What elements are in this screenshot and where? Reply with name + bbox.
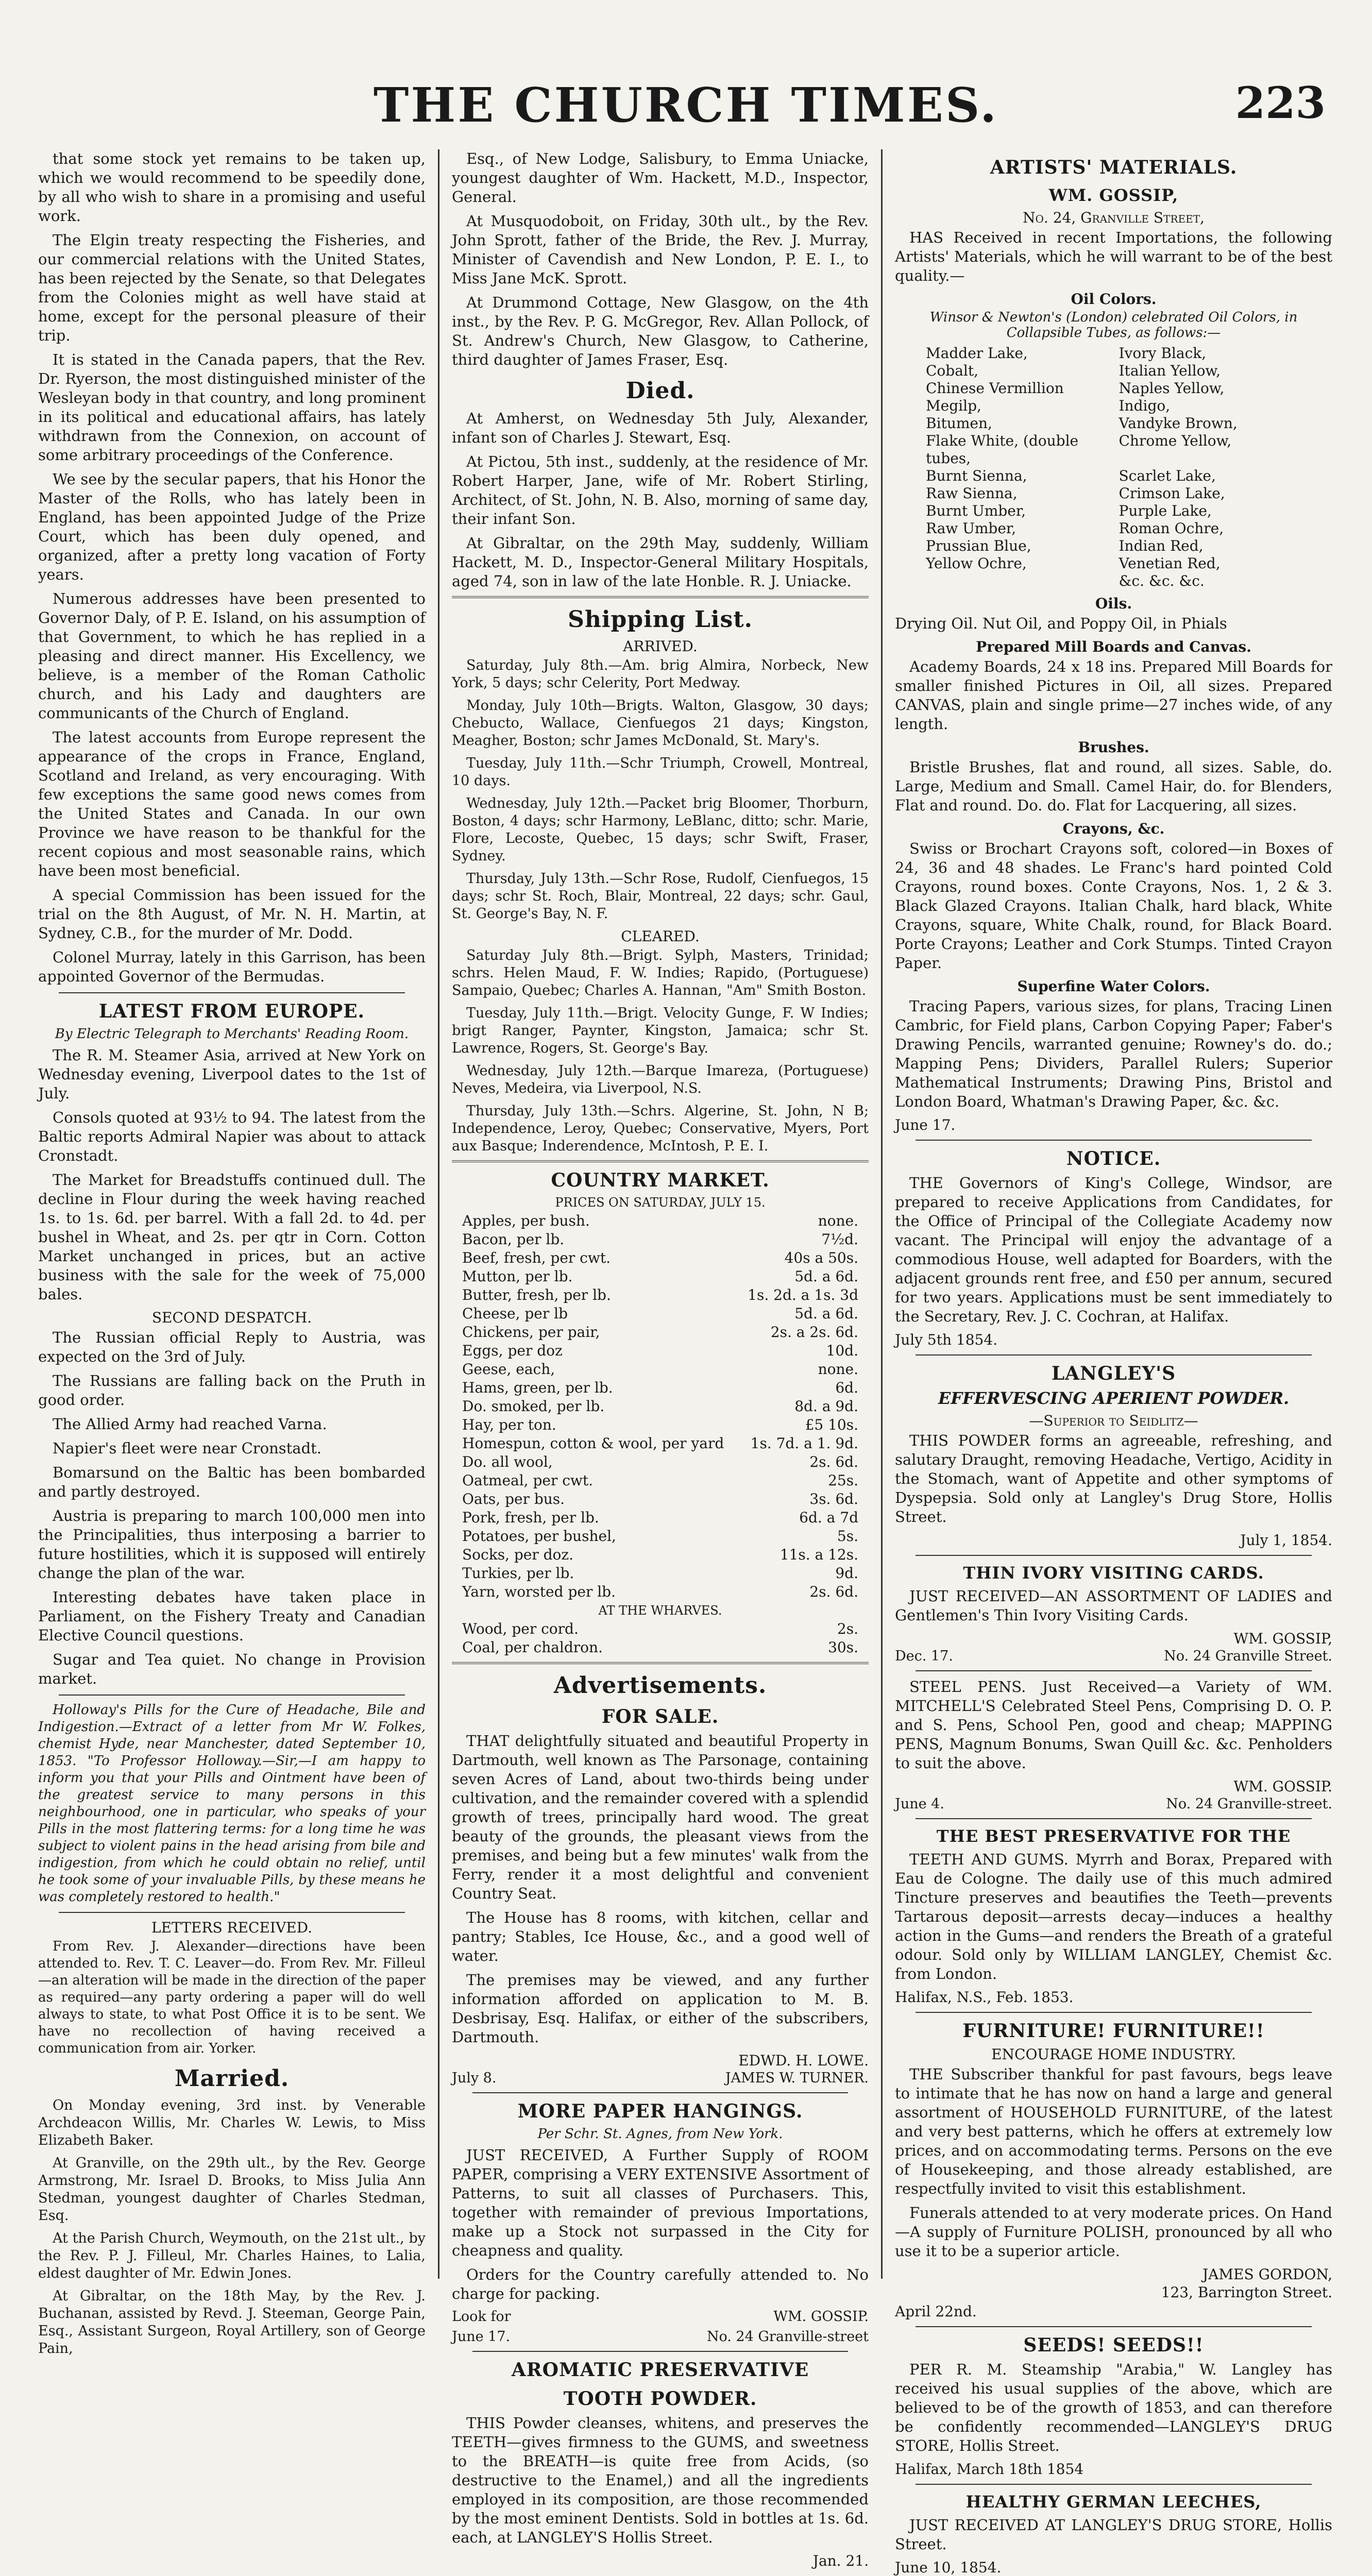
market-row [462, 1286, 858, 1304]
news-paragraph: The R. M. Steamer Asia, arrived at New York on Wednesday evening, Liverpool dates to the 1st of July. [38, 1046, 426, 1102]
divider [452, 1662, 869, 1664]
market-price: 7½d. [821, 1231, 858, 1248]
arrival-entry: Saturday, July 8th.—Am. brig Almira, Norbeck, New York, 5 days; schr Celerity, Port Medway. [452, 657, 869, 691]
market-item: Socks, per doz. [462, 1546, 574, 1563]
divider [916, 1354, 1312, 1355]
for-sale-date: July 8. [452, 2070, 497, 2086]
oil-colors-heading: Oil Colors. [1071, 291, 1157, 308]
artists-address: No. 24, Granville Street, [1023, 209, 1205, 226]
market-row [462, 1267, 858, 1286]
editorial-paragraph: The latest accounts from Europe represent the appearance of the crops in France, England, Scotland and Ireland, as very encouraging. With few exceptions the same good news comes from the United States and Canada. In our own Province we have reason to be thankful for the recent copious and most seasonable rains, which have been most beneficial. [38, 728, 426, 879]
divider [59, 1912, 405, 1913]
ivory-signature: WM. GOSSIP, [1233, 1630, 1332, 1647]
oil-color-item: Raw Sienna, [926, 485, 1018, 502]
best-preservative-date: Halifax, N.S., Feb. 1853. [895, 1989, 1074, 2006]
married-notice: At Musquodoboit, on Friday, 30th ult., by the Rev. John Sprott, father of the Bride, the Rev. J. Murray, Minister of Cavendish and New London, P. E. I., to Miss Jane McK. Sprott. [452, 212, 869, 287]
brushes-text: Bristle Brushes, flat and round, all sizes. Sable, do. Large, Medium and Small. Camel Hair, do. for Blenders, Flat and round. Do. do. Flat for Lacquering, all sizes. [895, 758, 1332, 814]
market-item: Bacon, per lb. [462, 1231, 565, 1248]
editorial-paragraph: that some stock yet remains to be taken up, which we would recommend to be speedily done, by all who wish to share in a promising and useful work. [38, 150, 426, 225]
market-price: 30s. [828, 1639, 858, 1656]
market-item: Coal, per chaldron. [462, 1639, 603, 1656]
market-price: 9d. [835, 1565, 858, 1582]
oil-color-item: Indigo, [1119, 397, 1171, 414]
paper-hangings-address: No. 24 Granville-street [706, 2329, 869, 2345]
market-price: 6d. [835, 1379, 858, 1396]
masthead [0, 77, 1372, 155]
death-notices [452, 409, 869, 591]
divider [916, 1670, 1312, 1671]
divider [916, 1818, 1312, 1819]
divider [452, 596, 869, 598]
market-row [462, 1342, 858, 1360]
paper-hangings-heading: MORE PAPER HANGINGS. [517, 2100, 803, 2122]
market-price: 10d. [826, 1342, 858, 1359]
editorial-paragraph: It is stated in the Canada papers, that the Rev. Dr. Ryerson, the most distinguished minister of the Wesleyan body in that country, and long prominent in its political and educational affairs, has lately withdrawn from the Connexion, on account of some arbitrary proceedings of the Conference. [38, 351, 426, 464]
married-notice: At Granville, on the 29th ult., by the Rev. George Armstrong, Mr. Israel D. Brooks, to Miss Julia Ann Stedman, youngest daughter of Charles Stedman, Esq. [38, 2155, 426, 2224]
for-sale-signature-2: JAMES W. TURNER. [725, 2070, 869, 2086]
furniture-text: THE Subscriber thankful for past favours, begs leave to intimate that he has now on hand a large and general assortment of HOUSEHOLD FURNITURE, of the latest and very best patterns, which he offers at extremely low prices, and on accommodating terms. Persons on the eve of Housekeeping, and those already established, are respectfully invited to visit this establishment. [895, 2065, 1332, 2197]
oil-color-item: Chrome Yellow, [1119, 432, 1232, 449]
second-despatch [38, 1328, 426, 1688]
for-sale-heading: FOR SALE. [601, 1706, 719, 1727]
divider [452, 1160, 869, 1162]
furniture-heading: FURNITURE! FURNITURE!! [962, 2020, 1265, 2042]
divider [916, 1555, 1312, 1556]
oil-color-item: Naples Yellow, [1119, 380, 1225, 397]
death-notice: At Gibraltar, on the 29th May, suddenly, William Hackett, M. D., Inspector-General Military Hospitals, aged 74, son in law of the late Honble. R. J. Uniacke. [452, 534, 869, 590]
aromatic-heading-1: AROMATIC PRESERVATIVE [511, 2359, 809, 2381]
editorial-paragraph: Numerous addresses have been presented to Governor Daly, of P. E. Island, on his assumption of that Government, to which he has replied in a pleasing and direct manner. His Excellency, we believe, is a member of the Roman Catholic church, and his Lady and daughters are communicants of the Church of England. [38, 590, 426, 722]
divider [916, 1140, 1312, 1141]
market-item: Chickens, per pair, [462, 1324, 600, 1341]
europe-news [38, 1046, 426, 1304]
market-item: Oats, per bus. [462, 1490, 565, 1507]
langley-text: THIS POWDER forms an agreeable, refreshing, and salutary Draught, removing Headache, Vertigo, Acidity in the Stomach, want of Appetite and other symptoms of Dyspepsia. Sold only at Langley's Drug Store, Hollis Street. [895, 1432, 1332, 1526]
market-row [462, 1620, 858, 1638]
market-price: 8d. a 9d. [794, 1398, 858, 1415]
married-notices [38, 2097, 426, 2358]
column-2 [438, 149, 881, 2569]
oil-color-item: Indian Red, [1119, 537, 1204, 554]
arrived-list [452, 657, 869, 923]
news-paragraph: The Market for Breadstuffs continued dull. The decline in Flour during the week having reached 1s. to 1s. 6d. per barrel. With a fall 2d. to 4d. per bushel in Wheat, and 2s. per qtr in Corn. Cotton Market unchanged in prices, but an active business with the sale for the week of 75,000 bales. [38, 1171, 426, 1303]
ivory-address: No. 24 Granville Street. [1164, 1648, 1332, 1664]
wharves-heading: AT THE WHARVES. [598, 1603, 722, 1618]
for-sale-footer [452, 2070, 869, 2086]
market-item: Oatmeal, per cwt. [462, 1472, 594, 1489]
brushes-heading: Brushes. [1078, 739, 1149, 756]
paper-hangings-footer-2 [452, 2329, 869, 2345]
arrival-entry: Tuesday, July 11th.—Schr Triumph, Crowell, Montreal, 10 days. [452, 755, 869, 789]
for-sale-signature-1: EDWD. H. LOWE. [738, 2052, 869, 2069]
news-paragraph: The Russian official Reply to Austria, was expected on the 3rd of July. [38, 1329, 426, 1365]
market-row [462, 1416, 858, 1434]
editorial-paragraph: Colonel Murray, lately in this Garrison, has been appointed Governor of the Bermudas. [38, 948, 426, 985]
column-3 [881, 149, 1345, 2576]
furniture-signature: JAMES GORDON, [1202, 2266, 1332, 2283]
market-item: Turkies, per lb. [462, 1565, 574, 1582]
langley-superior: —Superior to Seidlitz— [1029, 1412, 1198, 1429]
oil-colors-sub: Winsor & Newton's (London) celebrated Oil Colors, in Collapsible Tubes, as follows:— [929, 310, 1298, 341]
arrival-entry: Wednesday, July 12th.—Packet brig Bloomer, Thorburn, Boston, 4 days; schr Harmony, LeBlanc, ditto; schr. Marie, Flore, Lecoste, Quebec, 15 days; schr Swift, Fraser, Sydney. [452, 795, 869, 864]
oil-color-item: Vandyke Brown, [1119, 415, 1238, 432]
market-price: 2s. [837, 1620, 858, 1637]
oil-color-item: &c. &c. &c. [1119, 572, 1205, 589]
market-price: none. [818, 1361, 858, 1378]
ivory-date: Dec. 17. [895, 1648, 953, 1664]
market-item: Wood, per cord. [462, 1620, 579, 1637]
married-notice: At the Parish Church, Weymouth, on the 21st ult., by the Rev. P. J. Filleul, Mr. Charles Haines, to Lalia, eldest daughter of Mr. Edwin Jones. [38, 2230, 426, 2281]
steel-pens-signature: WM. GOSSIP. [1233, 1778, 1332, 1795]
news-paragraph: Napier's fleet were near Cronstadt. [53, 1439, 322, 1457]
water-colors-text: Tracing Papers, various sizes, for plans, Tracing Linen Cambric, for Field plans, Carbon Copying Paper; Faber's Drawing Pencils, warranted genuine; Rowney's do. do.; Mapping Pens; Dividers, Parallel Rulers; Superior Mathematical Instruments; Drawing Pins, Bristol and London Board, Whatman's Drawing Paper, &c. &c. [895, 997, 1332, 1110]
market-price: 5d. a 6d. [794, 1268, 858, 1285]
steel-pens-text: STEEL PENS. Just Received—a Variety of WM. MITCHELL'S Celebrated Steel Pens, Comprising D. O. P. and S. Pens, School Pen, good and cheap; MAPPING PENS, Magnum Bonums, Swan Quill &c. &c. Penholders to suit the above. [895, 1678, 1332, 1772]
letters-heading: LETTERS RECEIVED. [151, 1919, 312, 1936]
news-paragraph: The Allied Army had reached Varna. [53, 1415, 327, 1433]
market-row [462, 1249, 858, 1267]
oil-color-item: Italian Yellow, [1119, 362, 1221, 379]
furniture-address: 123, Barrington Street. [1161, 2284, 1332, 2301]
married-notices-cont [452, 149, 869, 369]
market-item: Hams, green, per lb. [462, 1379, 613, 1396]
news-paragraph: Interesting debates have taken place in Parliament, on the Fishery Treaty and Canadian Elective Council questions. [38, 1588, 426, 1644]
oil-color-item: Burnt Sienna, [926, 467, 1027, 484]
boards-heading: Prepared Mill Boards and Canvas. [976, 638, 1251, 655]
market-row [462, 1583, 858, 1601]
langley-subheading: EFFERVESCING APERIENT POWDER. [938, 1388, 1290, 1408]
market-row [462, 1360, 858, 1379]
furniture-text-2: Funerals attended to at very moderate prices. On Hand—A supply of Furniture POLISH, pronounced by all who use it to be a superior article. [895, 2204, 1332, 2260]
market-item: Eggs, per doz [462, 1342, 563, 1359]
news-paragraph: The Russians are falling back on the Pruth in good order. [38, 1372, 426, 1409]
second-despatch-heading: SECOND DESPATCH. [151, 1309, 312, 1326]
market-item: Potatoes, per bushel, [462, 1528, 616, 1545]
leeches-date: June 10, 1854. [895, 2559, 1002, 2576]
look-for: Look for [452, 2309, 511, 2325]
oil-color-item: Crimson Lake, [1119, 485, 1225, 502]
market-item: Butter, fresh, per lb. [462, 1286, 611, 1303]
market-row [462, 1638, 858, 1657]
paper-hangings-footer-1 [452, 2309, 869, 2325]
market-price: 11s. a 12s. [780, 1546, 858, 1563]
oil-colors-list [895, 345, 1332, 590]
oil-color-item: Megilp, [926, 397, 981, 414]
market-price: 5s. [837, 1528, 858, 1545]
market-row [462, 1471, 858, 1490]
newspaper-title: THE CHURCH TIMES. [373, 77, 999, 133]
married-heading: Married. [174, 2065, 290, 2092]
notice-date: July 5th 1854. [895, 1331, 998, 1348]
oil-color-item: Venetian Red, [1119, 555, 1221, 572]
paper-hangings-text-2: Orders for the Country carefully attended to. No charge for packing. [452, 2266, 869, 2302]
oil-color-item: Yellow Ochre, [926, 555, 1027, 572]
market-row [462, 1230, 858, 1249]
market-item: Apples, per bush. [462, 1212, 590, 1229]
editorial-paragraph: A special Commission has been issued for the trial on the 8th August, of Mr. N. H. Martin, at Sydney, C.B., for the murder of Mr. Dodd. [38, 886, 426, 942]
oils-text: Drying Oil. Nut Oil, and Poppy Oil, in Phials [895, 615, 1227, 632]
for-sale-text-3: The premises may be viewed, and any further information afforded on application to M. B. Desbrisay, Esq. Halifax, or either of the subscribers, Dartmouth. [452, 1971, 869, 2046]
furniture-date: April 22nd. [895, 2303, 977, 2320]
market-row [462, 1546, 858, 1564]
notice-text: THE Governors of King's College, Windsor, are prepared to receive Applications from Candidates, for the Office of Principal of the Collegiate Academy now vacant. The Principal will enjoy the advantage of a commodious House, well adapted for Boarders, with the adjacent grounds rent free, and £50 per annum, secured for two years. Applications must be sent immediately to the Secretary, Rev. J. C. Cochran, at Halifax. [895, 1174, 1332, 1325]
arrival-entry: Monday, July 10th—Brigts. Walton, Glasgow, 30 days; Chebucto, Wallace, Cienfuegos 21 days; Kingston, Meagher, Boston; schr James McDonald, St. Mary's. [452, 698, 869, 749]
oil-color-item: Ivory Black, [1119, 345, 1207, 362]
oil-color-item: Raw Umber, [926, 520, 1017, 537]
market-item: Beef, fresh, per cwt. [462, 1249, 611, 1266]
clearance-entry: Thursday, July 13th.—Schrs. Algerine, St. John, N B; Independence, Leroy, Quebec; Conservative, Myers, Port aux Basque; Inderendence, McIntosh, P. E. I. [452, 1103, 869, 1154]
water-colors-date: June 17. [895, 1116, 956, 1133]
aromatic-heading-2: TOOTH POWDER. [563, 2388, 757, 2410]
notice-heading: NOTICE. [1066, 1148, 1161, 1170]
news-paragraph: Sugar and Tea quiet. No change in Provision market. [38, 1651, 426, 1687]
market-row [462, 1509, 858, 1527]
market-price: 1s. 2d. a 1s. 3d [748, 1286, 858, 1303]
market-item: Do. all wool, [462, 1453, 553, 1470]
shipping-heading: Shipping List. [568, 606, 753, 633]
market-item: Hay, per ton. [462, 1416, 556, 1433]
market-row [462, 1527, 858, 1546]
market-row [462, 1434, 858, 1453]
divider [916, 2326, 1312, 2327]
clearance-entry: Wednesday, July 12th.—Barque Imareza, (Portuguese) Neves, Medeira, via Liverpool, N.S. [452, 1063, 869, 1096]
clearance-entry: Tuesday, July 11th.—Brigt. Velocity Gunge, F. W Indies; brigt Ranger, Paynter, Kingston, Jamaica; schr St. Lawrence, Rogers, St. George's Bay. [452, 1005, 869, 1056]
market-row [462, 1212, 858, 1230]
oil-color-item: Bitumen, [926, 415, 992, 432]
market-row [462, 1564, 858, 1583]
death-notice: At Amherst, on Wednesday 5th July, Alexander, infant son of Charles J. Stewart, Esq. [452, 410, 869, 446]
aromatic-date: Jan. 21. [812, 2552, 869, 2569]
columns [26, 149, 1346, 2576]
water-colors-heading: Superfine Water Colors. [1017, 978, 1210, 995]
steel-pens-footer [895, 1796, 1332, 1812]
arrived-heading: ARRIVED. [623, 638, 698, 655]
editorial-paragraph: The Elgin treaty respecting the Fisheries, and our commercial relations with the United States, has been rejected by the Senate, so that Delegates from the Colonies might as well have staid at home, except for the personal pleasure of their trip. [38, 231, 426, 344]
married-notice: At Gibraltar, on the 18th May, by the Rev. J. Buchanan, assisted by Revd. J. Steeman, George Pain, Esq., Assistant Surgeon, Royal Artillery, son of George Pain, [38, 2288, 426, 2357]
ivory-footer [895, 1648, 1332, 1664]
market-row [462, 1453, 858, 1471]
oil-color-item: Cobalt, [926, 362, 979, 379]
market-price: 25s. [828, 1472, 858, 1489]
aromatic-text: THIS Powder cleanses, whitens, and preserves the TEETH—gives firmness to the GUMS, and sweetness to the BREATH—is quite free from Acids, (so destructive to the Enamel,) and all the ingredients employed in its composition, are those recommended by the most eminent Dentists. Sold in bottles at 1s. 6d. each, at LANGLEY'S Hollis Street. [452, 2414, 869, 2546]
adverts-heading: Advertisements. [553, 1672, 767, 1699]
letters-received: From Rev. J. Alexander—directions have been attended to. Rev. T. C. Leaver—do. From Rev. Mr. Filleul—an alteration will be made in the direction of the paper as required—any party ordering a paper will do well always to state, to what Post Office it is to be sent. We have no recollection of having received a communication from air. Yorker. [38, 1939, 426, 2056]
seeds-heading: SEEDS! SEEDS!! [1023, 2334, 1204, 2356]
market-price: 2s. 6d. [809, 1583, 858, 1600]
steel-pens-address: No. 24 Granville-street. [1166, 1796, 1332, 1812]
best-preservative-text: TEETH AND GUMS. Myrrh and Borax, Prepared with Eau de Cologne. The daily use of this much admired Tincture preserves and beautifies the Teeth—prevents Tartarous deposit—arrests decay—induces a healthy action in the Gums—and renders the Breath of a grateful odour. Sold only by WILLIAM LANGLEY, Chemist &c. from London. [895, 1851, 1332, 1982]
ivory-text: JUST RECEIVED—AN ASSORTMENT OF LADIES and Gentlemen's Thin Ivory Visiting Cards. [895, 1587, 1332, 1624]
editorial-paragraph: We see by the secular papers, that his Honor the Master of the Rolls, who has lately been in England, has been appointed Judge of the Prize Court, which has been duly opened, and organized, after a pretty long vacation of Forty years. [38, 470, 426, 583]
divider [472, 2351, 848, 2352]
market-row [462, 1379, 858, 1397]
market-price: 5d. a 6d. [794, 1305, 858, 1322]
market-price: 1s. 7d. a 1. 9d. [750, 1435, 858, 1452]
divider [472, 2092, 848, 2093]
best-preservative-heading: THE BEST PRESERVATIVE FOR THE [936, 1826, 1291, 1846]
oil-color-item: Flake White, (double tubes, [926, 432, 1079, 467]
market-price: 3s. 6d. [809, 1490, 858, 1507]
divider [59, 992, 405, 993]
europe-heading: LATEST FROM EUROPE. [98, 1001, 365, 1022]
died-heading: Died. [625, 378, 695, 404]
market-prices [462, 1212, 858, 1601]
oil-color-item: Chinese Vermillion [926, 380, 1064, 397]
news-paragraph: Austria is preparing to march 100,000 men into the Principalities, thus interposing a barrier to future hostilities, which it is supposed will entirely change the plan of the war. [38, 1507, 426, 1582]
crayons-text: Swiss or Brochart Crayons soft, colored—in Boxes of 24, 36 and 48 shades. Le Franc's hard pointed Cold Crayons, round boxes. Conte Crayons, Nos. 1, 2 & 3. Black Glazed Crayons. Italian Chalk, hard black, White Crayons, square, White Chalk, round, for Black Board. Porte Crayons; Leather and Cork Stumps. Tinted Crayon Paper. [895, 840, 1332, 972]
market-row [462, 1304, 858, 1323]
boards-text: Academy Boards, 24 x 18 ins. Prepared Mill Boards for smaller finished Pictures in Oil, all sizes. Prepared CANVAS, plain and single prime—27 inches wide, of any length. [895, 658, 1332, 733]
oils-heading: Oils. [1095, 595, 1132, 612]
cleared-heading: CLEARED. [621, 928, 700, 945]
market-row [462, 1397, 858, 1416]
oil-color-item: Roman Ochre, [1119, 520, 1224, 537]
market-subheading: PRICES ON SATURDAY, JULY 15. [555, 1195, 766, 1210]
market-item: Cheese, per lb [462, 1305, 568, 1322]
market-item: Do. smoked, per lb. [462, 1398, 605, 1415]
market-price: £5 10s. [805, 1416, 858, 1433]
married-notice: On Monday evening, 3rd inst. by Venerable Archdeacon Willis, Mr. Charles W. Lewis, to Miss Elizabeth Baker. [38, 2097, 426, 2148]
market-price: 40s a 50s. [784, 1249, 858, 1266]
oil-color-item [926, 572, 1109, 590]
artists-text: HAS Received in recent Importations, the following Artists' Materials, which he will warrant to be of the best quality.— [895, 229, 1332, 284]
holloway-advert: Holloway's Pills for the Cure of Headache, Bile and Indigestion.—Extract of a letter from Mr W. Folkes, chemist Hyde, near Manchester, dated September 10, 1853. "To Professor Holloway.—Sir,—I am happy to inform you that your Pills and Ointment have been of the greatest service to many persons in this neighbourhood, one in particular, who speaks of your Pills in the most flattering terms: for a long time he was subject to violent pains in the head arising from bile and indigestion, from which he could obtain no relief, until he took some of your invaluable Pills, by these means he was completely restored to health." [38, 1702, 426, 1905]
market-price: 2s. a 2s. 6d. [770, 1324, 858, 1341]
paper-hangings-date: June 17. [452, 2329, 511, 2345]
market-heading: COUNTRY MARKET. [551, 1170, 770, 1191]
for-sale-text: THAT delightfully situated and beautiful Property in Dartmouth, well known as The Parsonage, containing seven Acres of Land, about two-thirds being under cultivation, and the remainder covered with a splendid growth of trees, principally hard wood. The great beauty of the grounds, the pleasant views from the premises, and being but a few minutes' walk from the Ferry, render it a most delightful and convenient Country Seat. [452, 1732, 869, 1902]
crayons-heading: Crayons, &c. [1062, 820, 1165, 837]
oil-color-item: Madder Lake, [926, 345, 1028, 362]
column-1 [26, 149, 438, 2357]
ivory-heading: THIN IVORY VISITING CARDS. [963, 1563, 1264, 1583]
oil-color-item: Prussian Blue, [926, 537, 1031, 554]
leeches-heading: HEALTHY GERMAN LEECHES, [966, 2492, 1262, 2512]
married-notice: Esq., of New Lodge, Salisbury, to Emma Uniacke, youngest daughter of Wm. Hackett, M.D., Inspector, General. [452, 150, 869, 206]
oil-color-item: Purple Lake, [1119, 502, 1212, 519]
cleared-list [452, 947, 869, 1155]
oil-color-item: Scarlet Lake, [1119, 467, 1216, 484]
market-row [462, 1490, 858, 1509]
market-item: Yarn, worsted per lb. [462, 1583, 616, 1600]
langley-heading: LANGLEY'S [1051, 1363, 1176, 1384]
market-item: Geese, each, [462, 1361, 555, 1378]
leeches-text: JUST RECEIVED AT LANGLEY'S DRUG STORE, Hollis Street. [895, 2516, 1332, 2553]
seeds-date: Halifax, March 18th 1854 [895, 2461, 1084, 2478]
market-row [462, 1323, 858, 1342]
clearance-entry: Saturday July 8th.—Brigt. Sylph, Masters, Trinidad; schrs. Helen Maud, F. W. Indies; Rapido, (Portuguese) Sampaio, Quebec; Charles A. Hannan, "Am" Smith Boston. [452, 947, 869, 998]
market-item: Mutton, per lb. [462, 1268, 573, 1285]
market-price: 6d. a 7d [799, 1509, 858, 1526]
langley-date: July 1, 1854. [1240, 1532, 1332, 1549]
divider [916, 2012, 1312, 2013]
steel-pens-date: June 4. [895, 1796, 944, 1812]
artists-name: WM. GOSSIP, [1048, 185, 1179, 205]
divider [916, 2484, 1312, 2485]
news-paragraph: Bomarsund on the Baltic has been bombarded and partly destroyed. [38, 1464, 426, 1500]
death-notice: At Pictou, 5th inst., suddenly, at the residence of Mr. Robert Harper, Jane, wife of Mr. Robert Stirling, Architect, of St. John, N. B. Also, morning of same day, their infant Son. [452, 453, 869, 528]
oil-color-item: Burnt Umber, [926, 502, 1026, 519]
europe-subheading: By Electric Telegraph to Merchants' Reading Room. [55, 1026, 409, 1042]
paper-hangings-text: JUST RECEIVED, A Further Supply of ROOM PAPER, comprising a VERY EXTENSIVE Assortment of Patterns, to suit all classes of Purchasers. This, together with remainder of previous Importations, make up a Stock not surpassed in the City for cheapness and quality. [452, 2146, 869, 2259]
divider [59, 1694, 405, 1696]
market-item: Homespun, cotton & wool, per yard [462, 1435, 724, 1452]
market-price: none. [818, 1212, 858, 1229]
editorial-notes [38, 149, 426, 986]
market-price: 2s. 6d. [809, 1453, 858, 1470]
married-notice: At Drummond Cottage, New Glasgow, on the 4th inst., by the Rev. P. G. McGregor, Rev. Allan Pollock, of St. Andrew's Church, New Glasgow, to Catherine, third daughter of James Fraser, Esq. [452, 294, 869, 368]
wharves-prices [462, 1620, 858, 1657]
seeds-text: PER R. M. Steamship "Arabia," W. Langley has received his usual supplies of the above, which are believed to be of the growth of 1853, and can therefore be confidently recommended—LANGLEY'S DRUG STORE, Hollis Street. [895, 2361, 1332, 2454]
artists-heading: ARTISTS' MATERIALS. [990, 157, 1238, 178]
paper-hangings-sub: Per Schr. St. Agnes, from New York. [537, 2126, 783, 2142]
page-number: 223 [1235, 77, 1326, 128]
arrival-entry: Thursday, July 13th.—Schr Rose, Rudolf, Cienfuegos, 15 days; schr St. Roch, Blair, Montreal, 22 days; schr. Gaul, St. George's Bay, N. F. [452, 871, 869, 922]
for-sale-text-2: The House has 8 rooms, with kitchen, cellar and pantry; Stables, Ice House, &c., and a good well of water. [452, 1909, 869, 1964]
paper-hangings-signature: WM. GOSSIP. [773, 2309, 869, 2325]
news-paragraph: Consols quoted at 93½ to 94. The latest from the Baltic reports Admiral Napier was about to attack Cronstadt. [38, 1109, 426, 1164]
market-item: Pork, fresh, per lb. [462, 1509, 599, 1526]
furniture-subheading: ENCOURAGE HOME INDUSTRY. [991, 2046, 1236, 2063]
